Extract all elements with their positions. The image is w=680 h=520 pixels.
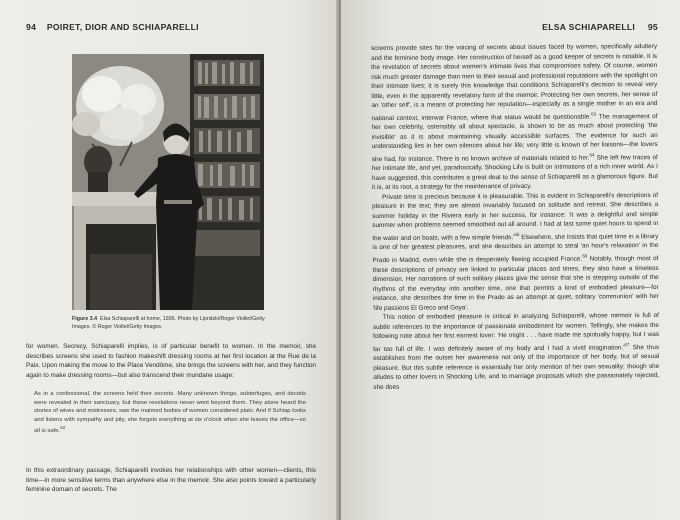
right-para-2c-text: Notably, though most of these descriptions of privacy are linked to particular places and times, they also have a timeless dimension. Her narrations of such solitary places give the sense that she is stepping outside of the rhythms of the everyday into another time, one that permits a kind of embodied pleasure—for instance, she describes the time in the Prado as an attempt at quiet, solitary 'communion' with her 'life passions El Greco and Goya'.: [372, 254, 659, 312]
right-paragraph-2: [372, 191, 659, 313]
right-running-head: [542, 22, 658, 32]
left-running-head: [26, 22, 199, 32]
figure-caption: [72, 315, 284, 331]
footnote-ref-63: 63: [591, 110, 597, 116]
left-body-text-2: In this extraordinary passage, Schiaparelli invokes her relationships with other women—clients, this time—in more sensitive terms than anywhere else in the memoir. She also points toward a particularly feminine domain of secrets. The: [26, 467, 316, 493]
right-paragraph-1: [371, 42, 658, 193]
right-para-2-text: Private time is precious because it is pleasurable. This is evident in Schiaparelli's descriptions of pleasure in the text; they are almost invariably focused on solitude and retreat. She describes a summer holiday in the Riviera early in her success, for instance: 'it was a delightful and simple summer when problems seemed smoothed out all around. I had at last some quiet hours to spend in the water and on boats, with a few simple friends.': [372, 191, 659, 242]
footnote-ref-64: 64: [589, 152, 595, 158]
block-quote-text: As in a confessional, the screens held their secrets. Many unknown things, subterfuges, and deceits were revealed in their sanctuary, but these revelations never went beyond them. They alone heard the stories of wives and mistresses, saw the maimed bodies of women considered plain. And if Schiap looks and listens with sympathy and pity, she forgets everything at six o'clock when she leaves the office—so all is safe.: [34, 391, 306, 435]
left-running-head-title: POIRET, DIOR AND SCHIAPARELLI: [46, 22, 199, 32]
right-para-2b-text: Elsewhere, she insists that quiet time in a library is one of her greatest pleasures, and she describes an attempt to steal 'an hour's relaxation' in the Prado in Madrid, even while she is desperately fleeing occupied France.: [372, 232, 659, 264]
footnote-ref-65: 65: [514, 231, 520, 237]
photo-illustration: [72, 54, 264, 310]
figure-photo: [72, 54, 264, 310]
right-paragraph-3: [373, 311, 660, 392]
block-quote-wrapper: [34, 390, 306, 436]
footnote-ref-66: 66: [582, 253, 588, 259]
right-para-3b-text: She thus establishes from the outset her awareness not only of the importance of her body, but of sexual pleasure. But this subtle reference is essentially her only mention of her own sexuality; though she alludes to other lovers in Shocking Life, and to marriage proposals which she passionately rejected, she does: [373, 343, 660, 391]
left-body-text-1: for women. Secrecy, Schiaparelli implies, is of particular benefit to women. In the memoir, she describes screens she used to fashion makeshift dressing rooms at her first location at the Rue de la Paix. Upon making the move to the Place Vendôme, she brings the screens with her, and they function again to make dressing rooms—but also transcend their mundane usage:: [26, 343, 316, 379]
right-page: [341, 0, 680, 520]
right-para-1-text: screens provide sites for the voicing of secrets about issues faced by women, specifically adultery and the feminine body image. Her construction of herself as a good keeper of secrets is notable. It is the revelation of secrets about women's intimate lives that compromises safety. Of course, women risk much greater damage than men to their sexual and professional reputations with the spotlight on their intimate lives; it is surely this knowledge that conditions Schiaparelli's decision to reveal very little, even in the apparently revelatory form of the memoir. Protecting her own secrets, her sense of an 'other self', is a means of protecting her reputation—especially as a single mother in an era and national context, interwar France, where that status would be questionable.: [371, 43, 658, 122]
footnote-ref-67: 67: [624, 341, 630, 347]
right-para-1b-text: The management of her own celebrity, ostensibly all about spectacle, is shown to be as much about protecting 'the invisible' as it is about maintaining visually accessible surfaces. The evidence for such an understanding lies in her own silences about her life; very little is known of her liaisons—the lovers she had, for instance. There is no known archive of materials related to her.: [371, 112, 658, 163]
left-body-paragraph-2: [26, 466, 316, 495]
right-para-3-text: This notion of embodied pleasure is critical in analyzing Schiaparelli, whose memoir is full of subtle references to the importance of passionate embodiment for women. Tellingly, she makes the following note about her first earnest lover: 'He might . . . have made me spiritually happy, but I was far too full of life. I was definitely aware of my body and I had a vivid imagination.': [372, 311, 660, 353]
figure-label: Figure 3.4: [72, 316, 98, 322]
block-quote: [34, 390, 306, 436]
right-para-1c-text: She left few traces of her intimate life, and yet, paradoxically, Shocking Life is built on intimations of a rich inner world. As I have suggested, this contributes a great deal to the sense of Schiaparelli as a glamorous figure. But it is, at its root, a strategy for the maintenance of privacy.: [371, 153, 658, 192]
left-page-number: 94: [26, 22, 37, 32]
right-running-head-title: ELSA SCHIAPARELLI: [542, 22, 636, 32]
right-body-text: [371, 42, 659, 392]
footnote-ref-62: 62: [60, 425, 66, 431]
figure-caption-text: Elsa Schiaparelli at home, 1936. Photo by Lipnitzki/Roger Viollet/Getty Images. © Roger Viollet/Getty Images.: [72, 316, 265, 330]
left-body-paragraph-1: [26, 342, 316, 380]
left-page: [0, 0, 339, 520]
right-page-number: 95: [647, 22, 658, 32]
